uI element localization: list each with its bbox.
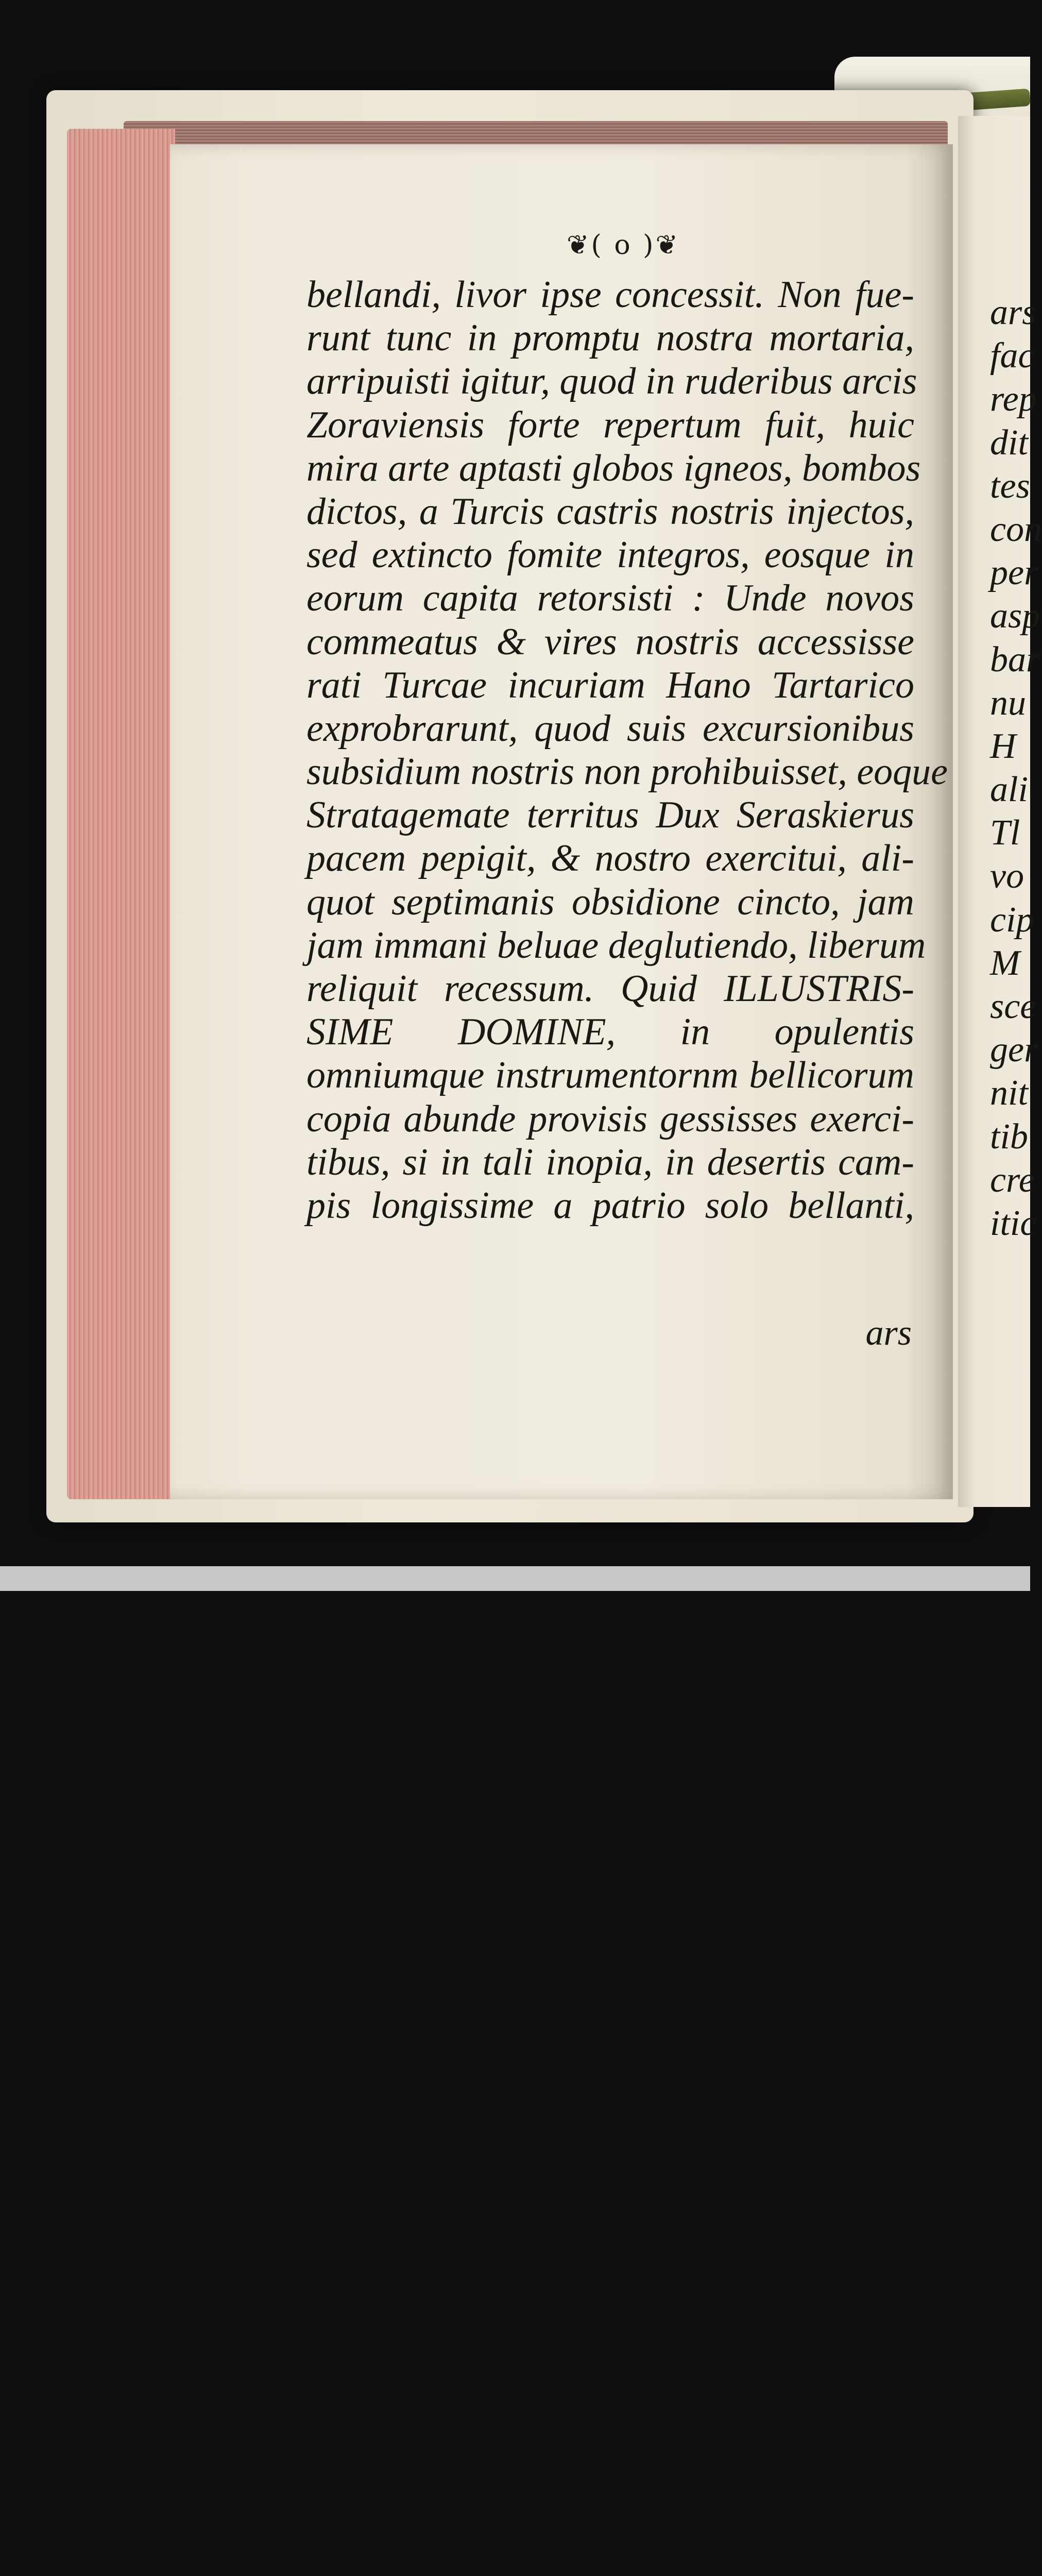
text-line: eorum capita retorsisti : Unde novos — [306, 577, 914, 620]
text-line: runt tunc in promptu nostra mortaria, — [306, 317, 914, 360]
right-page-line: sce — [990, 987, 1036, 1026]
right-page-line: nit — [990, 1073, 1028, 1113]
right-page-line: dit — [990, 422, 1028, 463]
right-page-line: cip — [990, 900, 1034, 940]
right-page-line: per — [990, 553, 1038, 593]
right-page-line: ali — [990, 770, 1028, 810]
text-line: dictos, a Turcis castris nostris injectos, — [306, 490, 914, 533]
right-page-line: itic — [990, 1203, 1036, 1243]
right-page-line: tes — [990, 466, 1030, 506]
page-header-ornament: ❦( o )❦ — [566, 230, 680, 261]
text-line: Stratagemate territus Dux Seraskierus — [306, 794, 914, 837]
right-page-line: Tl — [990, 813, 1020, 853]
text-line: mira arte aptasti globos igneos, bombos — [306, 447, 921, 489]
text-line: copia abunde provisis gessisses exerci- — [306, 1097, 914, 1140]
right-page-text — [990, 291, 1042, 1245]
text-line: exprobrarunt, quod suis excursionibus — [306, 707, 914, 750]
page-block-edge — [67, 129, 175, 1499]
right-page-line: rep — [990, 379, 1037, 419]
body-text — [306, 273, 948, 1227]
right-page-line: tib — [990, 1116, 1028, 1157]
text-line: SIME DOMINE, in opulentis — [306, 1011, 914, 1054]
right-page-line: ars — [990, 293, 1036, 332]
text-line: bellandi, livor ipse concessit. Non fue- — [306, 274, 914, 316]
text-line: pacem pepigit, & nostro exercitui, ali- — [306, 837, 914, 880]
text-line: commeatus & vires nostris accessisse — [306, 620, 914, 663]
text-line: subsidium nostris non prohibuisset, eoque — [306, 751, 948, 793]
right-page-line: fac — [990, 336, 1034, 376]
text-line: reliquit recessum. Quid ILLUSTRIS- — [306, 968, 914, 1010]
right-page-line: M — [990, 943, 1020, 983]
right-page-line: H — [990, 726, 1016, 766]
text-line: arripuisti igitur, quod in ruderibus arcis — [306, 360, 917, 403]
text-line: tibus, si in tali inopia, in desertis cam- — [306, 1141, 914, 1183]
text-line: rati Turcae incuriam Hano Tartarico — [306, 664, 914, 706]
catchword: ars — [865, 1313, 912, 1353]
right-page-line: con — [990, 509, 1042, 549]
right-page-line: nu — [990, 683, 1026, 723]
text-line: pis longissime a patrio solo bellanti, — [306, 1184, 914, 1227]
text-line: quot septimanis obsidione cincto, jam — [306, 880, 914, 923]
text-line: Zoraviensis forte repertum fuit, huic — [306, 403, 914, 446]
right-page-line: asp — [990, 596, 1040, 636]
right-page-line: vo — [990, 856, 1024, 896]
right-page-line: cre — [990, 1160, 1035, 1200]
text-line: jam immani beluae deglutiendo, liberum — [306, 924, 926, 967]
right-page-line: bar — [990, 639, 1040, 680]
text-line: sed extincto fomite integros, eosque in — [306, 534, 914, 577]
viewer-footer-bar — [0, 1566, 1030, 1591]
text-line: omniumque instrumentornm bellicorum — [306, 1054, 914, 1097]
right-page-line: ger — [990, 1030, 1038, 1070]
